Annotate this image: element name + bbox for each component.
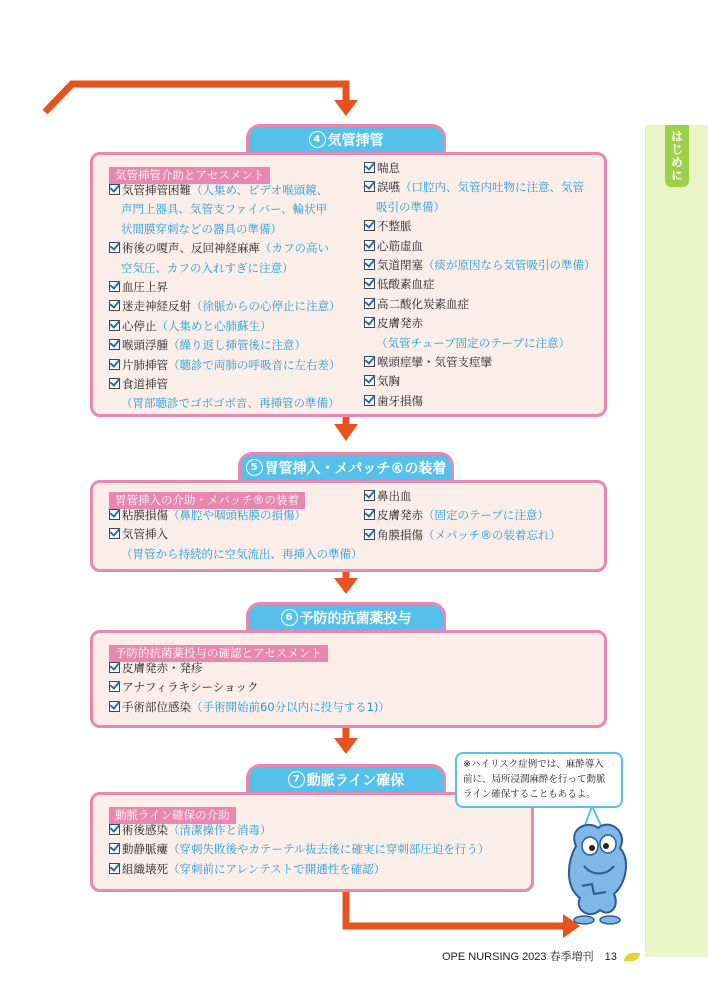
checkbox-icon bbox=[364, 395, 375, 406]
checklist-item bbox=[109, 698, 390, 717]
checkbox-icon bbox=[364, 509, 375, 520]
checklist-item bbox=[364, 353, 596, 372]
checkbox-icon bbox=[364, 375, 375, 386]
step7-left-list bbox=[109, 821, 489, 879]
checkbox-icon bbox=[109, 528, 120, 539]
item-label: 喘息 bbox=[377, 161, 400, 175]
item-note: （人集め、ビデオ喉頭鏡、 bbox=[191, 183, 329, 197]
item-label: 皮膚発赤 bbox=[377, 508, 423, 523]
checklist-item bbox=[364, 178, 596, 197]
checklist-item bbox=[109, 317, 341, 336]
checklist-item bbox=[109, 259, 341, 278]
subhead-label: 動脈ライン確保の介助 bbox=[109, 807, 236, 824]
step-number: 6 bbox=[281, 609, 298, 626]
checklist-item bbox=[109, 356, 341, 375]
item-label: 気道閉塞 bbox=[377, 258, 423, 273]
checklist-item bbox=[109, 860, 489, 879]
checkbox-icon bbox=[109, 300, 120, 311]
item-label: 角膜損傷 bbox=[377, 527, 423, 542]
step-title: 動脈ライン確保 bbox=[306, 772, 405, 789]
checklist-item bbox=[109, 821, 489, 840]
item-note: 空気圧、カフの入れすぎに注意） bbox=[121, 260, 294, 275]
checkbox-icon bbox=[364, 298, 375, 309]
checklist-item bbox=[109, 506, 363, 525]
checklist-item bbox=[364, 256, 596, 275]
checklist-item bbox=[364, 392, 596, 411]
footer-text: OPE NURSING 2023 春季増刊 13 bbox=[442, 951, 617, 963]
checkbox-icon bbox=[364, 181, 375, 192]
item-note: （穿刺前にアレンテストで開通性を確認） bbox=[168, 861, 386, 876]
item-label: アナフィラキシーショック bbox=[122, 680, 259, 695]
step4-header bbox=[246, 124, 446, 152]
checkbox-icon bbox=[109, 863, 120, 874]
leaf-icon bbox=[624, 953, 640, 961]
checklist-item bbox=[364, 237, 596, 256]
item-label: 血圧上昇 bbox=[122, 280, 168, 295]
checklist-item bbox=[109, 659, 390, 678]
checkbox-icon bbox=[364, 317, 375, 328]
step5-header bbox=[238, 452, 454, 480]
item-label: 術後の嗄声、反回神経麻痺 bbox=[122, 241, 260, 256]
checklist-item bbox=[364, 217, 596, 236]
item-label: 高二酸化炭素血症 bbox=[377, 296, 469, 311]
bubble-line: 前に、局所浸潤麻酔を行って動脈 bbox=[463, 774, 606, 785]
item-note: （カフの高い bbox=[260, 241, 329, 256]
checklist-item bbox=[109, 678, 390, 697]
checkbox-icon bbox=[109, 701, 120, 712]
checkbox-icon bbox=[109, 281, 120, 292]
item-label: 低酸素血症 bbox=[377, 277, 435, 292]
checkbox-icon bbox=[109, 359, 120, 370]
step-title: 予防的抗菌薬投与 bbox=[299, 610, 412, 627]
item-label: 皮膚発赤・発疹 bbox=[122, 661, 203, 675]
checkbox-icon bbox=[364, 529, 375, 540]
checklist-item bbox=[109, 545, 363, 564]
item-label: 皮膚発赤 bbox=[377, 316, 423, 331]
item-note: （メパッチ®の装着忘れ） bbox=[423, 527, 561, 542]
item-note: （胃管から持続的に空気流出、再挿入の準備） bbox=[121, 546, 363, 561]
checklist-item bbox=[109, 394, 341, 413]
item-label: 動静脈瘻 bbox=[122, 842, 168, 857]
checklist-item bbox=[109, 336, 341, 355]
item-note: （固定のテープに注意） bbox=[423, 508, 549, 523]
checkbox-icon bbox=[364, 356, 375, 367]
step5-left-list bbox=[109, 506, 363, 564]
item-note: （清潔操作と消毒） bbox=[168, 823, 272, 837]
checkbox-icon bbox=[364, 240, 375, 251]
item-label: 迷走神経反射 bbox=[122, 299, 191, 314]
checkbox-icon bbox=[364, 278, 375, 289]
checklist-item bbox=[364, 506, 561, 525]
checklist-item bbox=[364, 526, 561, 545]
item-label: 気管挿入 bbox=[122, 527, 168, 542]
checklist-item bbox=[109, 200, 341, 219]
item-label: 誤嚥 bbox=[377, 180, 400, 195]
checklist-item bbox=[109, 297, 341, 316]
item-note: 声門上器具、気管支ファイバー、輪状甲 bbox=[121, 202, 328, 217]
item-label: 術後感染 bbox=[122, 823, 168, 837]
item-label: 心筋虚血 bbox=[377, 238, 423, 253]
mascot-illustration bbox=[562, 806, 634, 926]
checklist-item bbox=[109, 375, 341, 394]
step6-left-list bbox=[109, 659, 390, 717]
checklist-item bbox=[364, 372, 596, 391]
checkbox-icon bbox=[364, 162, 375, 173]
page-footer bbox=[442, 948, 640, 964]
item-note: （手術開始前60分以内に投与する1)） bbox=[191, 699, 390, 714]
checkbox-icon bbox=[364, 490, 375, 501]
item-label: 喉頭痙攣・気管支痙攣 bbox=[377, 355, 492, 370]
checkbox-icon bbox=[109, 184, 120, 195]
step6-panel bbox=[90, 630, 607, 728]
item-label: 喉頭浮腫 bbox=[122, 338, 168, 353]
item-label: 心停止 bbox=[122, 318, 157, 333]
checklist-item bbox=[109, 278, 341, 297]
item-label: 歯牙損傷 bbox=[377, 393, 423, 408]
checklist-item bbox=[364, 334, 596, 353]
step5-panel bbox=[90, 480, 607, 572]
checklist-item bbox=[109, 840, 489, 859]
checklist-item bbox=[109, 181, 341, 200]
item-label: 手術部位感染 bbox=[122, 699, 191, 714]
checkbox-icon bbox=[109, 824, 120, 835]
checklist-item bbox=[109, 239, 341, 258]
checkbox-icon bbox=[109, 509, 120, 520]
item-note: （徐脈からの心停止に注意） bbox=[191, 299, 341, 314]
item-note: （胃部聴診でゴボゴボ音、再挿管の準備） bbox=[121, 396, 340, 411]
checkbox-icon bbox=[109, 662, 120, 673]
item-note: （口腔内、気管内吐物に注意、気管 bbox=[400, 180, 584, 195]
checklist-item bbox=[364, 159, 596, 178]
subhead-label: 気管挿管介助とアセスメント bbox=[109, 167, 270, 184]
item-label: 片肺挿管 bbox=[122, 357, 168, 372]
item-label: 気胸 bbox=[377, 374, 400, 389]
item-label: 粘膜損傷 bbox=[122, 508, 168, 522]
step4-left-list bbox=[109, 181, 341, 414]
checklist-item bbox=[364, 314, 596, 333]
item-note: （穿刺失敗後やカテーテル抜去後に確実に穿刺部圧迫を行う） bbox=[168, 842, 490, 857]
checklist-item bbox=[109, 525, 363, 544]
subhead-label: 胃管挿入の介助・メパッチ®の装着 bbox=[109, 492, 305, 509]
item-label: 気管挿管困難 bbox=[122, 183, 191, 197]
checkbox-icon bbox=[109, 320, 120, 331]
subhead-label: 予防的抗菌薬投与の確認とアセスメント bbox=[109, 645, 328, 662]
checkbox-icon bbox=[364, 220, 375, 231]
step4-panel bbox=[90, 152, 607, 417]
checklist-item bbox=[109, 220, 341, 239]
checklist-item bbox=[364, 275, 596, 294]
item-note: 状間膜穿刺などの器具の準備） bbox=[121, 221, 282, 236]
checklist-item bbox=[364, 487, 561, 506]
bubble-line: ※ハイリスク症例では、麻酔導入 bbox=[463, 759, 604, 770]
checkbox-icon bbox=[109, 242, 120, 253]
item-note: （繰り返し挿管後に注意） bbox=[168, 338, 306, 353]
sidebar-tab[interactable]: はじめに bbox=[665, 125, 689, 187]
note-bubble bbox=[455, 752, 623, 808]
step-title: 胃管挿入・メパッチ®の装着 bbox=[264, 460, 447, 477]
item-note: （痰が原因なら気管吸引の準備） bbox=[423, 258, 596, 273]
checklist-item bbox=[364, 295, 596, 314]
checkbox-icon bbox=[364, 259, 375, 270]
step-number: 5 bbox=[246, 459, 263, 476]
step7-header bbox=[246, 764, 446, 792]
step-number: 7 bbox=[288, 771, 305, 788]
checkbox-icon bbox=[109, 339, 120, 350]
item-label: 不整脈 bbox=[377, 219, 412, 234]
item-label: 鼻出血 bbox=[377, 489, 412, 503]
item-note: （鼻腔や咽頭粘膜の損傷） bbox=[168, 508, 306, 522]
step5-right-list bbox=[364, 487, 561, 545]
step-title: 気管挿管 bbox=[327, 132, 384, 149]
item-note: （聴診で両肺の呼吸音に左右差） bbox=[168, 357, 341, 372]
checklist-item bbox=[364, 198, 596, 217]
item-label: 組織壊死 bbox=[122, 861, 168, 876]
step-number: 4 bbox=[309, 131, 326, 148]
checkbox-icon bbox=[109, 378, 120, 389]
item-label: 食道挿管 bbox=[122, 377, 168, 392]
checkbox-icon bbox=[109, 681, 120, 692]
step4-right-list bbox=[364, 159, 596, 411]
bubble-line: ライン確保することもあるよ。 bbox=[463, 789, 596, 800]
item-note: 吸引の準備） bbox=[376, 199, 445, 214]
item-note: （人集めと心肺蘇生） bbox=[156, 318, 272, 333]
checkbox-icon bbox=[109, 843, 120, 854]
step6-header bbox=[246, 602, 446, 630]
item-note: （気管チューブ固定のテープに注意） bbox=[376, 335, 571, 350]
